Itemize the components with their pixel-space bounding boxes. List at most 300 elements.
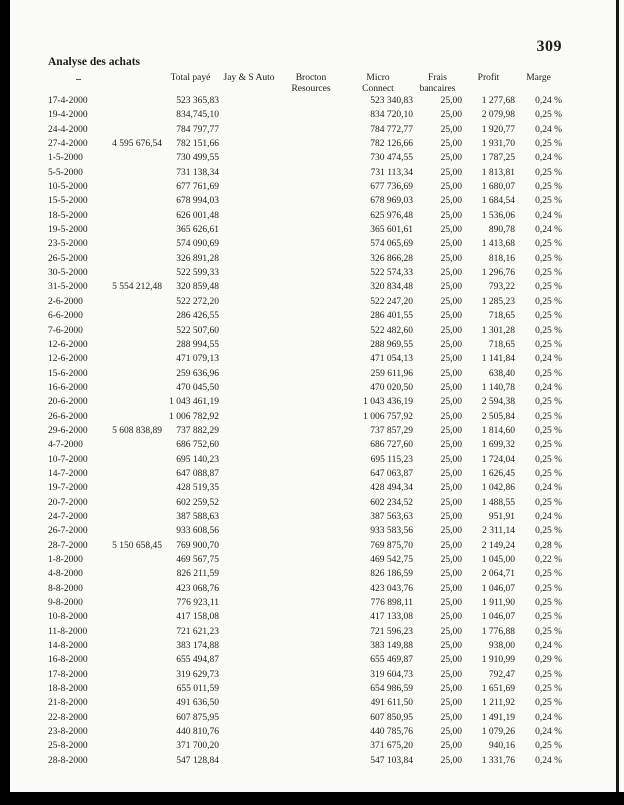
jay-s-auto-cell bbox=[219, 467, 279, 481]
micro-connect-cell: 423 043,76 bbox=[370, 583, 413, 594]
table-row bbox=[48, 467, 562, 481]
total-paye-cell: 440 810,76 bbox=[176, 727, 219, 738]
header-total-paye bbox=[162, 73, 219, 94]
date-cell: 7-6-2000 bbox=[48, 325, 83, 336]
jay-s-auto-cell bbox=[219, 381, 279, 395]
brocton-resources-cell bbox=[279, 280, 343, 294]
micro-connect-cell: 721 596,23 bbox=[370, 626, 413, 637]
jay-s-auto-cell bbox=[219, 295, 279, 309]
table-row bbox=[48, 137, 562, 151]
total-paye-cell: 626 001,48 bbox=[176, 210, 219, 221]
profit-cell: 2 064,71 bbox=[481, 569, 515, 580]
frais-bancaires-cell: 25,00 bbox=[440, 139, 462, 150]
profit-cell: 1 813,81 bbox=[481, 167, 515, 178]
date-cell: 23-8-2000 bbox=[48, 727, 88, 738]
date-cell: 20-6-2000 bbox=[48, 397, 88, 408]
marge-cell: 0,25 % bbox=[535, 684, 562, 695]
micro-connect-cell: 259 611,96 bbox=[370, 368, 413, 379]
marge-cell: 0,25 % bbox=[535, 296, 562, 307]
micro-connect-cell: 522 247,20 bbox=[370, 296, 413, 307]
purchase-analysis-table bbox=[48, 73, 562, 768]
profit-cell: 718,65 bbox=[488, 339, 515, 350]
marge-cell: 0,25 % bbox=[535, 167, 562, 178]
brocton-resources-cell bbox=[279, 467, 343, 481]
brocton-resources-cell bbox=[279, 553, 343, 567]
period-total-cell bbox=[110, 682, 162, 696]
frais-bancaires-cell: 25,00 bbox=[440, 440, 462, 451]
page-number: 309 bbox=[536, 38, 562, 55]
jay-s-auto-cell bbox=[219, 539, 279, 553]
date-cell: 18-8-2000 bbox=[48, 684, 88, 695]
profit-cell: 1 045,00 bbox=[481, 555, 515, 565]
date-cell: 4-8-2000 bbox=[48, 569, 83, 580]
total-paye-cell: 288 994,55 bbox=[176, 339, 219, 350]
period-total-cell bbox=[110, 410, 162, 424]
table-row bbox=[48, 625, 562, 639]
jay-s-auto-cell bbox=[219, 108, 279, 122]
marge-cell: 0,28 % bbox=[535, 540, 562, 551]
profit-cell: 1 488,55 bbox=[481, 497, 515, 508]
frais-bancaires-cell: 25,00 bbox=[440, 468, 462, 479]
frais-bancaires-cell: 25,00 bbox=[440, 182, 462, 193]
profit-cell: 1 331,76 bbox=[481, 755, 515, 766]
micro-connect-cell: 469 542,75 bbox=[370, 555, 413, 565]
micro-connect-cell: 686 727,60 bbox=[370, 440, 413, 451]
date-cell: 4-7-2000 bbox=[48, 440, 83, 451]
total-paye-cell: 522 507,60 bbox=[176, 325, 219, 336]
marge-cell: 0,25 % bbox=[535, 583, 562, 594]
micro-connect-cell: 695 115,23 bbox=[370, 454, 413, 465]
brocton-resources-cell bbox=[279, 223, 343, 237]
frais-bancaires-cell: 25,00 bbox=[440, 755, 462, 766]
frais-bancaires-cell: 25,00 bbox=[440, 583, 462, 594]
brocton-resources-cell bbox=[279, 137, 343, 151]
micro-connect-cell: 607 850,95 bbox=[370, 712, 413, 723]
micro-connect-cell: 491 611,50 bbox=[370, 698, 413, 709]
period-total-cell bbox=[110, 223, 162, 237]
jay-s-auto-cell bbox=[219, 610, 279, 624]
brocton-resources-cell bbox=[279, 94, 343, 108]
period-total-cell bbox=[110, 754, 162, 768]
date-cell: 10-5-2000 bbox=[48, 182, 88, 193]
table-row bbox=[48, 553, 562, 567]
micro-connect-cell: 782 126,66 bbox=[370, 139, 413, 150]
date-cell: 17-4-2000 bbox=[48, 96, 88, 106]
brocton-resources-cell bbox=[279, 295, 343, 309]
marge-cell: 0,25 % bbox=[535, 311, 562, 322]
table-row bbox=[48, 711, 562, 725]
table-row bbox=[48, 438, 562, 452]
jay-s-auto-cell bbox=[219, 151, 279, 165]
brocton-resources-cell bbox=[279, 754, 343, 768]
total-paye-cell: 320 859,48 bbox=[176, 282, 219, 293]
profit-cell: 2 079,98 bbox=[481, 110, 515, 121]
table-row bbox=[48, 381, 562, 395]
frais-bancaires-cell: 25,00 bbox=[440, 598, 462, 609]
profit-cell: 1 684,54 bbox=[481, 196, 515, 207]
frais-bancaires-cell: 25,00 bbox=[440, 712, 462, 723]
period-total-cell bbox=[110, 524, 162, 538]
brocton-resources-cell bbox=[279, 352, 343, 366]
jay-s-auto-cell bbox=[219, 266, 279, 280]
profit-cell: 1 141,84 bbox=[481, 354, 515, 365]
total-paye-cell: 319 629,73 bbox=[176, 669, 219, 680]
marge-cell: 0,24 % bbox=[535, 483, 562, 494]
total-paye-cell: 602 259,52 bbox=[176, 497, 219, 508]
date-cell: 26-7-2000 bbox=[48, 526, 88, 537]
marge-cell: 0,24 % bbox=[535, 727, 562, 738]
total-paye-cell: 655 011,59 bbox=[176, 684, 219, 695]
jay-s-auto-cell bbox=[219, 711, 279, 725]
date-cell: 14-7-2000 bbox=[48, 468, 88, 479]
frais-bancaires-cell: 25,00 bbox=[440, 397, 462, 408]
table-row bbox=[48, 510, 562, 524]
period-total-cell bbox=[110, 266, 162, 280]
brocton-resources-cell bbox=[279, 424, 343, 438]
total-paye-cell: 574 090,69 bbox=[176, 239, 219, 250]
date-cell: 18-5-2000 bbox=[48, 210, 88, 221]
profit-cell: 1 079,26 bbox=[481, 727, 515, 738]
jay-s-auto-cell bbox=[219, 754, 279, 768]
marge-cell: 0,24 % bbox=[535, 641, 562, 652]
date-cell: 11-8-2000 bbox=[48, 626, 88, 637]
frais-bancaires-cell: 25,00 bbox=[440, 311, 462, 322]
table-row bbox=[48, 180, 562, 194]
marge-cell: 0,25 % bbox=[535, 411, 562, 422]
micro-connect-cell: 428 494,34 bbox=[370, 483, 413, 494]
header-label: Jay & S Auto bbox=[223, 73, 275, 83]
micro-connect-cell: 440 785,76 bbox=[370, 727, 413, 738]
frais-bancaires-cell: 25,00 bbox=[440, 511, 462, 522]
header-label: Total payé bbox=[170, 73, 211, 83]
frais-bancaires-cell: 25,00 bbox=[440, 454, 462, 465]
period-total-cell bbox=[110, 696, 162, 710]
profit-cell: 1 491,19 bbox=[481, 712, 515, 723]
frais-bancaires-cell: 25,00 bbox=[440, 210, 462, 221]
profit-cell: 793,22 bbox=[488, 282, 515, 293]
total-paye-cell: 826 211,59 bbox=[176, 569, 219, 580]
marge-cell: 0,25 % bbox=[535, 425, 562, 436]
header-period-total bbox=[110, 73, 162, 94]
marge-cell: 0,25 % bbox=[535, 468, 562, 479]
date-cell: 6-6-2000 bbox=[48, 311, 83, 322]
jay-s-auto-cell bbox=[219, 137, 279, 151]
header-date bbox=[48, 73, 110, 94]
jay-s-auto-cell bbox=[219, 367, 279, 381]
table-row bbox=[48, 94, 562, 108]
marge-cell: 0,25 % bbox=[535, 339, 562, 350]
frais-bancaires-cell: 25,00 bbox=[440, 124, 462, 135]
frais-bancaires-cell: 25,00 bbox=[440, 339, 462, 350]
date-cell: 12-6-2000 bbox=[48, 339, 88, 350]
frais-bancaires-cell: 25,00 bbox=[440, 425, 462, 436]
frais-bancaires-cell: 25,00 bbox=[440, 325, 462, 336]
date-cell: 22-8-2000 bbox=[48, 712, 88, 723]
period-total-cell: 5 150 658,45 bbox=[112, 540, 162, 551]
micro-connect-cell: 547 103,84 bbox=[370, 755, 413, 766]
total-paye-cell: 1 043 461,19 bbox=[169, 397, 219, 408]
micro-connect-cell: 647 063,87 bbox=[370, 468, 413, 479]
marge-cell: 0,25 % bbox=[535, 698, 562, 709]
brocton-resources-cell bbox=[279, 237, 343, 251]
brocton-resources-cell bbox=[279, 539, 343, 553]
header-profit bbox=[462, 73, 515, 94]
total-paye-cell: 522 599,33 bbox=[176, 268, 219, 279]
period-total-cell bbox=[110, 553, 162, 567]
date-cell: 19-7-2000 bbox=[48, 483, 88, 494]
jay-s-auto-cell bbox=[219, 123, 279, 137]
jay-s-auto-cell bbox=[219, 352, 279, 366]
brocton-resources-cell bbox=[279, 711, 343, 725]
micro-connect-cell: 784 772,77 bbox=[370, 124, 413, 135]
date-cell: 16-8-2000 bbox=[48, 655, 88, 666]
date-cell: 15-5-2000 bbox=[48, 196, 88, 207]
marge-cell: 0,25 % bbox=[535, 325, 562, 336]
date-cell: 26-5-2000 bbox=[48, 253, 88, 264]
jay-s-auto-cell bbox=[219, 639, 279, 653]
total-paye-cell: 383 174,88 bbox=[176, 641, 219, 652]
frais-bancaires-cell: 25,00 bbox=[440, 382, 462, 393]
header-frais-bancaires: Frais bancaires bbox=[413, 73, 462, 94]
jay-s-auto-cell bbox=[219, 739, 279, 753]
profit-cell: 1 046,07 bbox=[481, 612, 515, 623]
frais-bancaires-cell: 25,00 bbox=[440, 698, 462, 709]
profit-cell: 1 413,68 bbox=[481, 239, 515, 250]
total-paye-cell: 782 151,66 bbox=[176, 139, 219, 150]
profit-cell: 1 277,68 bbox=[481, 96, 515, 106]
frais-bancaires-cell: 25,00 bbox=[440, 626, 462, 637]
micro-connect-cell: 326 866,28 bbox=[370, 253, 413, 264]
period-total-cell bbox=[110, 338, 162, 352]
header-row bbox=[48, 73, 562, 94]
brocton-resources-cell bbox=[279, 453, 343, 467]
table-row bbox=[48, 739, 562, 753]
total-paye-cell: 721 621,23 bbox=[176, 626, 219, 637]
header-label: Brocton bbox=[295, 73, 327, 83]
jay-s-auto-cell bbox=[219, 237, 279, 251]
profit-cell: 2 594,38 bbox=[481, 397, 515, 408]
micro-connect-cell: 730 474,55 bbox=[370, 153, 413, 164]
period-total-cell bbox=[110, 381, 162, 395]
profit-cell: 890,78 bbox=[488, 225, 515, 236]
micro-connect-cell: 737 857,29 bbox=[370, 425, 413, 436]
frais-bancaires-cell: 25,00 bbox=[440, 497, 462, 508]
date-cell: 25-8-2000 bbox=[48, 741, 88, 752]
frais-bancaires-cell: 25,00 bbox=[440, 239, 462, 250]
total-paye-cell: 417 158,08 bbox=[176, 612, 219, 623]
period-total-cell bbox=[110, 324, 162, 338]
jay-s-auto-cell bbox=[219, 395, 279, 409]
marge-cell: 0,25 % bbox=[535, 440, 562, 451]
brocton-resources-cell bbox=[279, 725, 343, 739]
brocton-resources-cell bbox=[279, 739, 343, 753]
header-micro-connect: Micro Connect bbox=[343, 73, 413, 94]
profit-cell: 1 910,99 bbox=[481, 655, 515, 666]
jay-s-auto-cell bbox=[219, 309, 279, 323]
micro-connect-cell: 678 969,03 bbox=[370, 196, 413, 207]
jay-s-auto-cell bbox=[219, 410, 279, 424]
jay-s-auto-cell bbox=[219, 94, 279, 108]
marge-cell: 0,25 % bbox=[535, 612, 562, 623]
total-paye-cell: 371 700,20 bbox=[176, 741, 219, 752]
period-total-cell bbox=[110, 367, 162, 381]
table-row bbox=[48, 668, 562, 682]
period-total-cell: 5 608 838,89 bbox=[112, 425, 162, 436]
period-total-cell bbox=[110, 194, 162, 208]
period-total-cell bbox=[110, 625, 162, 639]
frais-bancaires-cell: 25,00 bbox=[440, 569, 462, 580]
profit-cell: 2 149,24 bbox=[481, 540, 515, 551]
brocton-resources-cell bbox=[279, 252, 343, 266]
jay-s-auto-cell bbox=[219, 625, 279, 639]
period-total-cell bbox=[110, 295, 162, 309]
total-paye-cell: 259 636,96 bbox=[176, 368, 219, 379]
profit-cell: 1 680,07 bbox=[481, 182, 515, 193]
micro-connect-cell: 365 601,61 bbox=[370, 225, 413, 236]
marge-cell: 0,29 % bbox=[535, 655, 562, 666]
marge-cell: 0,24 % bbox=[535, 382, 562, 393]
table-row bbox=[48, 309, 562, 323]
micro-connect-cell: 625 976,48 bbox=[370, 210, 413, 221]
total-paye-cell: 387 588,63 bbox=[176, 511, 219, 522]
header-marge bbox=[515, 73, 562, 94]
date-cell: 29-6-2000 bbox=[48, 425, 88, 436]
total-paye-cell: 686 752,60 bbox=[176, 440, 219, 451]
period-total-cell bbox=[110, 352, 162, 366]
profit-cell: 1 920,77 bbox=[481, 124, 515, 135]
marge-cell: 0,24 % bbox=[535, 96, 562, 106]
frais-bancaires-cell: 25,00 bbox=[440, 153, 462, 164]
marge-cell: 0,25 % bbox=[535, 196, 562, 207]
marge-cell: 0,24 % bbox=[535, 153, 562, 164]
brocton-resources-cell bbox=[279, 381, 343, 395]
profit-cell: 1 724,04 bbox=[481, 454, 515, 465]
total-paye-cell: 471 079,13 bbox=[176, 354, 219, 365]
period-total-cell bbox=[110, 510, 162, 524]
jay-s-auto-cell bbox=[219, 424, 279, 438]
date-cell: 10-8-2000 bbox=[48, 612, 88, 623]
frais-bancaires-cell: 25,00 bbox=[440, 196, 462, 207]
profit-cell: 718,65 bbox=[488, 311, 515, 322]
period-total-cell bbox=[110, 252, 162, 266]
total-paye-cell: 470 045,50 bbox=[176, 382, 219, 393]
period-total-cell bbox=[110, 653, 162, 667]
date-cell: 16-6-2000 bbox=[48, 382, 88, 393]
total-paye-cell: 933 608,56 bbox=[176, 526, 219, 537]
frais-bancaires-cell: 25,00 bbox=[440, 354, 462, 365]
brocton-resources-cell bbox=[279, 338, 343, 352]
frais-bancaires-cell: 25,00 bbox=[440, 225, 462, 236]
marge-cell: 0,25 % bbox=[535, 497, 562, 508]
micro-connect-cell: 602 234,52 bbox=[370, 497, 413, 508]
period-total-cell bbox=[110, 582, 162, 596]
period-total-cell bbox=[110, 209, 162, 223]
date-cell: 27-4-2000 bbox=[48, 139, 88, 150]
table-row bbox=[48, 223, 562, 237]
brocton-resources-cell bbox=[279, 266, 343, 280]
frais-bancaires-cell: 25,00 bbox=[440, 727, 462, 738]
table-row bbox=[48, 395, 562, 409]
brocton-resources-cell bbox=[279, 668, 343, 682]
jay-s-auto-cell bbox=[219, 194, 279, 208]
page-title: Analyse des achats bbox=[48, 56, 141, 68]
period-total-cell bbox=[110, 309, 162, 323]
micro-connect-cell: 522 574,33 bbox=[370, 268, 413, 279]
frais-bancaires-cell: 25,00 bbox=[440, 296, 462, 307]
total-paye-cell: 523 365,83 bbox=[176, 96, 219, 106]
jay-s-auto-cell bbox=[219, 682, 279, 696]
frais-bancaires-cell: 25,00 bbox=[440, 368, 462, 379]
period-total-cell bbox=[110, 711, 162, 725]
marge-cell: 0,24 % bbox=[535, 225, 562, 236]
period-total-cell bbox=[110, 481, 162, 495]
frais-bancaires-cell: 25,00 bbox=[440, 483, 462, 494]
jay-s-auto-cell bbox=[219, 524, 279, 538]
jay-s-auto-cell bbox=[219, 223, 279, 237]
header-brocton-resources: Brocton Resources bbox=[279, 73, 343, 94]
header-label: Profit bbox=[477, 73, 500, 83]
jay-s-auto-cell bbox=[219, 252, 279, 266]
jay-s-auto-cell bbox=[219, 725, 279, 739]
marge-cell: 0,25 % bbox=[535, 626, 562, 637]
date-cell: 8-8-2000 bbox=[48, 583, 83, 594]
period-total-cell bbox=[110, 739, 162, 753]
marge-cell: 0,25 % bbox=[535, 669, 562, 680]
table-row bbox=[48, 252, 562, 266]
jay-s-auto-cell bbox=[219, 696, 279, 710]
brocton-resources-cell bbox=[279, 108, 343, 122]
total-paye-cell: 428 519,35 bbox=[176, 483, 219, 494]
total-paye-cell: 365 626,61 bbox=[176, 225, 219, 236]
date-cell: 12-6-2000 bbox=[48, 354, 88, 365]
scan-edge-left bbox=[0, 0, 10, 805]
table-row bbox=[48, 410, 562, 424]
date-cell: 23-5-2000 bbox=[48, 239, 88, 250]
frais-bancaires-cell: 25,00 bbox=[440, 282, 462, 293]
marge-cell: 0,22 % bbox=[535, 555, 562, 565]
micro-connect-cell: 383 149,88 bbox=[370, 641, 413, 652]
brocton-resources-cell bbox=[279, 481, 343, 495]
total-paye-cell: 695 140,23 bbox=[176, 454, 219, 465]
date-cell: 10-7-2000 bbox=[48, 454, 88, 465]
micro-connect-cell: 933 583,56 bbox=[370, 526, 413, 537]
micro-connect-cell: 655 469,87 bbox=[370, 655, 413, 666]
micro-connect-cell: 371 675,20 bbox=[370, 741, 413, 752]
table-row bbox=[48, 610, 562, 624]
jay-s-auto-cell bbox=[219, 653, 279, 667]
brocton-resources-cell bbox=[279, 166, 343, 180]
frais-bancaires-cell: 25,00 bbox=[440, 684, 462, 695]
brocton-resources-cell bbox=[279, 395, 343, 409]
period-total-cell bbox=[110, 610, 162, 624]
header-jay-s-auto bbox=[219, 73, 279, 94]
micro-connect-cell: 319 604,73 bbox=[370, 669, 413, 680]
profit-cell: 1 536,06 bbox=[481, 210, 515, 221]
profit-cell: 1 296,76 bbox=[481, 268, 515, 279]
total-paye-cell: 326 891,28 bbox=[176, 253, 219, 264]
brocton-resources-cell bbox=[279, 324, 343, 338]
total-paye-cell: 491 636,50 bbox=[176, 698, 219, 709]
table-row bbox=[48, 280, 562, 294]
frais-bancaires-cell: 25,00 bbox=[440, 268, 462, 279]
profit-cell: 1 211,92 bbox=[482, 698, 515, 709]
jay-s-auto-cell bbox=[219, 596, 279, 610]
frais-bancaires-cell: 25,00 bbox=[440, 167, 462, 178]
date-cell: 28-8-2000 bbox=[48, 755, 88, 766]
date-cell: 1-8-2000 bbox=[48, 555, 83, 565]
micro-connect-cell: 574 065,69 bbox=[370, 239, 413, 250]
profit-cell: 938,00 bbox=[488, 641, 515, 652]
